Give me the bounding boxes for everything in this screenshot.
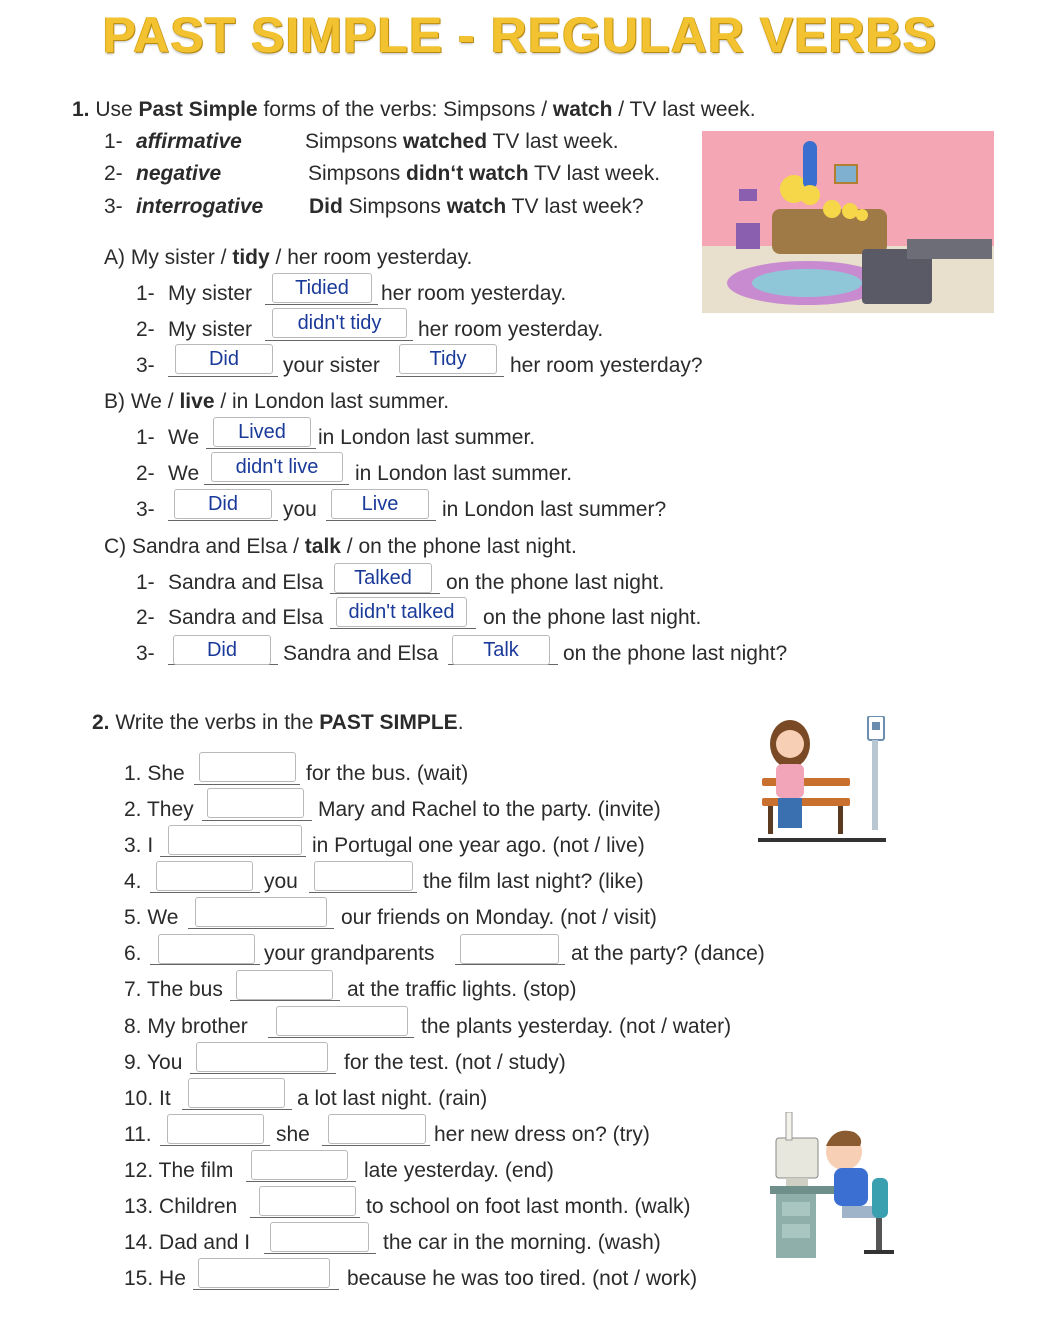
chair-post: [876, 1218, 882, 1252]
bus-stop-pole: [872, 740, 878, 830]
b1-num: 1-: [136, 426, 155, 449]
b1-answer-field[interactable]: Lived: [213, 417, 311, 447]
ex1-instr-d: watch: [552, 98, 613, 121]
ex3-s2: Simpsons: [342, 195, 447, 218]
b-head-b: live: [179, 390, 215, 413]
item-14-pre: 14. Dad and I: [124, 1231, 251, 1254]
b2-post: in London last summer.: [355, 462, 573, 485]
item-2-pre: 2. They: [124, 798, 194, 821]
ex2-s3: TV last week.: [528, 162, 661, 185]
item-7-answer-field[interactable]: [236, 970, 333, 1000]
a3-num: 3-: [136, 354, 155, 377]
desk-drawer-2: [782, 1224, 810, 1238]
c2-num: 2-: [136, 606, 155, 629]
item-11-post: her new dress on? (try): [434, 1123, 650, 1146]
ex2-instr-c: .: [457, 711, 464, 734]
ex2-s2: didn‘t watch: [406, 162, 529, 185]
c3-num: 3-: [136, 642, 155, 665]
b-head-c: / in London last summer.: [214, 390, 450, 413]
desk-top: [770, 1186, 842, 1194]
item-6-underline-1: [150, 964, 260, 965]
item-6-answer-field-2[interactable]: [460, 934, 559, 964]
a1-num: 1-: [136, 282, 155, 305]
item-12-answer-field[interactable]: [251, 1150, 348, 1180]
a3-mid: your sister: [283, 354, 380, 377]
illus-marge-hair: [803, 141, 817, 189]
b3-num: 3-: [136, 498, 155, 521]
item-5-post: our friends on Monday. (not / visit): [341, 906, 657, 929]
b2-num: 2-: [136, 462, 155, 485]
paper-stack: [786, 1112, 792, 1140]
item-6-mid: your grandparents: [264, 942, 435, 965]
item-11-answer-field-2[interactable]: [328, 1114, 426, 1144]
section-c-heading: [104, 534, 577, 560]
item-8-answer-field[interactable]: [276, 1006, 408, 1036]
item-13-post: to school on foot last month. (walk): [366, 1195, 691, 1218]
monitor-stand: [786, 1178, 808, 1186]
c3-answer-field-2[interactable]: Talk: [452, 635, 550, 665]
page-title: PAST SIMPLE - REGULAR VERBS: [102, 7, 938, 63]
item-9-post: for the test. (not / study): [344, 1051, 566, 1074]
item-12-post: late yesterday. (end): [364, 1159, 554, 1182]
girl-shirt: [776, 764, 804, 798]
illus-maggie: [856, 209, 868, 221]
a-head-a: A) My sister /: [104, 246, 233, 269]
ex3-s1: Did: [309, 195, 343, 218]
ex1-instr-a: Use: [95, 98, 139, 121]
b3-answer-field-2[interactable]: Live: [331, 489, 429, 519]
a2-post: her room yesterday.: [418, 318, 604, 341]
a3-post: her room yesterday?: [510, 354, 703, 377]
illus-rug-inner: [752, 269, 862, 297]
item-7-post: at the traffic lights. (stop): [347, 978, 577, 1001]
boy-hair: [826, 1131, 861, 1146]
illus-tv-top: [907, 239, 992, 259]
ground-line: [758, 838, 886, 842]
item-7-underline: [230, 1000, 340, 1001]
c2-pre: Sandra and Elsa: [168, 606, 324, 629]
c1-pre: Sandra and Elsa: [168, 571, 324, 594]
item-12-pre: 12. The film: [124, 1159, 234, 1182]
item-9-pre: 9. You: [124, 1051, 183, 1074]
item-6-underline-2: [455, 964, 565, 965]
c1-answer-field[interactable]: Talked: [334, 563, 432, 593]
c2-underline: [330, 628, 476, 629]
item-8-underline: [268, 1037, 414, 1038]
item-3-underline: [160, 856, 306, 857]
a2-pre: My sister: [168, 318, 252, 341]
item-3-answer-field[interactable]: [168, 825, 302, 855]
c2-answer-field[interactable]: didn't talked: [336, 597, 467, 627]
item-11-answer-field-1[interactable]: [167, 1114, 264, 1144]
c-head-a: C) Sandra and Elsa /: [104, 535, 305, 558]
c-head-b: talk: [304, 535, 341, 558]
item-2-post: Mary and Rachel to the party. (invite): [318, 798, 661, 821]
c3-post: on the phone last night?: [563, 642, 788, 665]
ex1-instr-e: / TV last week.: [612, 98, 756, 121]
a1-post: her room yesterday.: [381, 282, 567, 305]
bench-leg-right: [838, 806, 843, 834]
c2-post: on the phone last night.: [483, 606, 702, 629]
section-b-heading: [104, 389, 449, 415]
item-11-underline-1: [160, 1145, 270, 1146]
a1-answer-field[interactable]: Tidied: [272, 273, 372, 303]
item-6-post: at the party? (dance): [571, 942, 765, 965]
illus-lamp-shade: [739, 189, 757, 201]
ex1-s2: watched: [403, 130, 488, 153]
b3-underline-1: [168, 520, 278, 521]
simpsons-couch-illustration: [702, 131, 994, 313]
item-10-post: a lot last night. (rain): [297, 1087, 488, 1110]
illus-lisa: [842, 203, 858, 219]
item-15-post: because he was too tired. (not / work): [347, 1267, 698, 1290]
item-13-underline: [250, 1217, 360, 1218]
ex3-s4: TV last week?: [506, 195, 644, 218]
example-1-sentence: [305, 129, 619, 155]
a2-num: 2-: [136, 318, 155, 341]
item-15-underline: [193, 1289, 339, 1290]
item-3-post: in Portugal one year ago. (not / live): [312, 834, 645, 857]
example-2-num: 2-: [104, 162, 123, 185]
item-8-pre: 8. My brother: [124, 1015, 248, 1038]
computer-monitor: [776, 1138, 818, 1178]
example-3-sentence: [309, 194, 644, 220]
item-1-underline: [194, 784, 300, 785]
bus-stop-illustration: [758, 716, 886, 846]
item-14-answer-field[interactable]: [270, 1222, 369, 1252]
item-7-pre: 7. The bus: [124, 978, 223, 1001]
illus-bart: [823, 200, 841, 218]
section-a-heading: [104, 245, 472, 271]
item-1-answer-field[interactable]: [199, 752, 296, 782]
girl-jeans: [778, 798, 802, 828]
item-10-underline: [182, 1109, 292, 1110]
example-3-kind: interrogative: [136, 195, 264, 218]
ex1-s1: Simpsons: [305, 130, 404, 153]
item-12-underline: [246, 1181, 356, 1182]
b2-pre: We: [168, 462, 200, 485]
illus-marge: [800, 185, 820, 205]
item-4-mid: you: [264, 870, 298, 893]
ex1-number: 1.: [72, 98, 90, 121]
c3-answer-field-1[interactable]: Did: [173, 635, 271, 665]
a2-underline: [265, 340, 413, 341]
item-6-pre: 6.: [124, 942, 142, 965]
b3-mid: you: [283, 498, 317, 521]
item-10-pre: 10. It: [124, 1087, 171, 1110]
chair-back: [872, 1178, 888, 1218]
bench-leg-left: [768, 806, 773, 834]
ex2-instr-b: PAST SIMPLE: [319, 711, 458, 734]
a1-pre: My sister: [168, 282, 252, 305]
item-14-underline: [264, 1253, 376, 1254]
ex1-instr-b: Past Simple: [138, 98, 258, 121]
item-9-underline: [190, 1073, 336, 1074]
item-8-post: the plants yesterday. (not / water): [421, 1015, 732, 1038]
boy-shirt: [834, 1168, 868, 1206]
item-4-pre: 4.: [124, 870, 142, 893]
example-3-num: 3-: [104, 195, 123, 218]
chair-base: [864, 1250, 894, 1254]
item-1-pre: 1. She: [124, 762, 185, 785]
item-13-answer-field[interactable]: [259, 1186, 356, 1216]
item-6-answer-field-1[interactable]: [158, 934, 255, 964]
example-1-num: 1-: [104, 130, 123, 153]
item-15-pre: 15. He: [124, 1267, 186, 1290]
item-5-pre: 5. We: [124, 906, 179, 929]
ex2-number: 2.: [92, 711, 110, 734]
item-4-post: the film last night? (like): [423, 870, 644, 893]
item-11-mid: she: [276, 1123, 310, 1146]
ex2-instr-a: Write the verbs in the: [115, 711, 320, 734]
a2-answer-field[interactable]: didn't tidy: [272, 308, 407, 338]
example-1-kind: affirmative: [136, 130, 242, 153]
c1-underline: [330, 593, 440, 594]
ex3-s3: watch: [446, 195, 507, 218]
bench-seat: [762, 798, 850, 806]
girl-face: [776, 730, 804, 758]
ex1-s3: TV last week.: [487, 130, 619, 153]
b1-pre: We: [168, 426, 200, 449]
item-4-underline-1: [150, 892, 260, 893]
b3-answer-field-1[interactable]: Did: [174, 489, 272, 519]
item-9-answer-field[interactable]: [196, 1042, 328, 1072]
student-at-computer-illustration: [764, 1112, 914, 1262]
b2-underline: [204, 484, 349, 485]
a3-answer-field-1[interactable]: Did: [175, 344, 273, 374]
item-4-answer-field-1[interactable]: [156, 861, 253, 891]
item-5-answer-field[interactable]: [195, 897, 327, 927]
bus-sign-icon: [872, 722, 880, 730]
a-head-b: tidy: [232, 246, 270, 269]
b1-post: in London last summer.: [318, 426, 536, 449]
c1-post: on the phone last night.: [446, 571, 665, 594]
c3-mid: Sandra and Elsa: [283, 642, 439, 665]
item-2-answer-field[interactable]: [207, 788, 304, 818]
a3-underline-1: [168, 376, 278, 377]
item-13-pre: 13. Children: [124, 1195, 238, 1218]
ex1-instruction: [72, 97, 756, 123]
illus-side-table: [736, 223, 760, 249]
b-head-a: B) We /: [104, 390, 180, 413]
example-2-kind: negative: [136, 162, 222, 185]
item-15-answer-field[interactable]: [198, 1258, 330, 1288]
item-3-pre: 3. I: [124, 834, 154, 857]
bench-back: [762, 778, 850, 786]
item-14-post: the car in the morning. (wash): [383, 1231, 661, 1254]
b3-underline-2: [326, 520, 436, 521]
ex1-instr-c: forms of the verbs: Simpsons /: [257, 98, 553, 121]
ex2-s1: Simpsons: [308, 162, 407, 185]
b3-post: in London last summer?: [442, 498, 667, 521]
desk-drawer-1: [782, 1202, 810, 1216]
illus-picture: [835, 165, 857, 183]
item-4-underline-2: [309, 892, 417, 893]
item-11-underline-2: [322, 1145, 430, 1146]
example-2-sentence: [308, 161, 660, 187]
item-11-pre: 11.: [124, 1123, 152, 1146]
ex2-instruction: [92, 710, 464, 736]
item-10-answer-field[interactable]: [188, 1078, 285, 1108]
c-head-c: / on the phone last night.: [340, 535, 577, 558]
a-head-c: / her room yesterday.: [269, 246, 473, 269]
c1-num: 1-: [136, 571, 155, 594]
b1-underline: [206, 448, 316, 449]
item-5-underline: [188, 928, 334, 929]
a3-underline-2: [396, 376, 504, 377]
item-4-answer-field-2[interactable]: [314, 861, 413, 891]
a3-answer-field-2[interactable]: Tidy: [399, 344, 497, 374]
b2-answer-field[interactable]: didn't live: [211, 452, 343, 482]
item-2-underline: [202, 820, 312, 821]
a1-underline: [265, 304, 378, 305]
item-1-post: for the bus. (wait): [306, 762, 469, 785]
